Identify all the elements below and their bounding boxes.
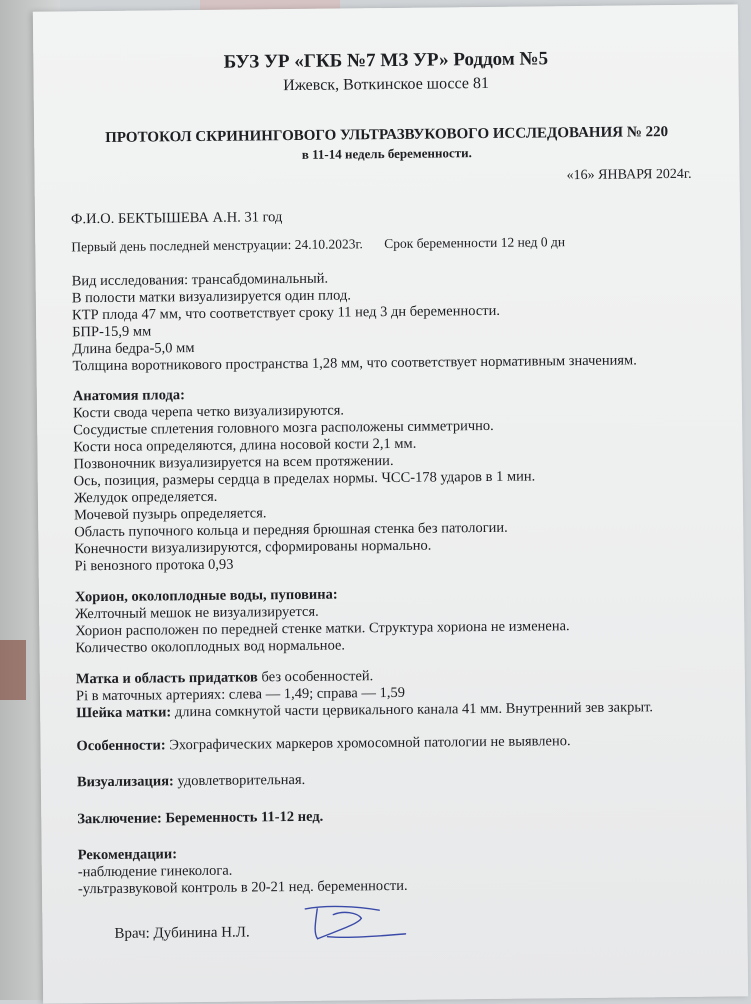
- uterus-heading: Матка и область придатков: [75, 669, 258, 688]
- exam-line: Толщина воротникового пространства 1,28 мм, что соответствует нормативным значениям.: [72, 352, 637, 375]
- anatomy-line: Кости свода черепа четко визуализируются.: [72, 402, 345, 422]
- anatomy-line: Ось, позиция, размеры сердца в пределах нормы. ЧСС-178 ударов в 1 мин.: [73, 468, 536, 490]
- recommendation-item: -наблюдение гинеколога.: [77, 862, 233, 881]
- anatomy-line: Кости носа определяются, длина носовой кости 2,1 мм.: [73, 435, 417, 456]
- exam-line: КТР плода 47 мм, что соответствует сроку 11 нед 3 дн беременности.: [71, 302, 501, 324]
- anatomy-line: Мочевой пузырь определяется.: [74, 505, 267, 524]
- chorion-line: Хорион расположен по передней стенке матки. Структура хориона не изменена.: [75, 618, 570, 640]
- conclusion-heading: Заключение:: [77, 810, 162, 828]
- chorion-heading: Хорион, околоплодные воды, пуповина:: [74, 586, 338, 606]
- recommendations-heading: Рекомендации:: [77, 846, 178, 864]
- uterine-arteries-pi: Pi в маточных артериях: слева — 1,49; справа — 1,59: [75, 684, 406, 705]
- cervix-heading: Шейка матки:: [76, 704, 172, 722]
- anatomy-heading: Анатомия плода:: [72, 387, 185, 405]
- anatomy-line: Сосудистые сплетения головного мозга расположены симметрично.: [73, 417, 494, 439]
- organization-address: Ижевск, Воткинское шоссе 81: [283, 74, 490, 95]
- conclusion-text: Беременность 11-12 нед.: [161, 808, 324, 827]
- gestational-term: Срок беременности 12 нед 0 дн: [384, 234, 566, 252]
- exam-line: Вид исследования: трансабдоминальный.: [71, 270, 329, 290]
- doctor-signature: [287, 900, 407, 945]
- features-line: [76, 733, 570, 755]
- protocol-title: ПРОТОКОЛ СКРИНИНГОВОГО УЛЬТРАЗВУКОВОГО ИССЛЕДОВАНИЯ № 220: [105, 124, 669, 146]
- organization-name: БУЗ УР «ГКБ №7 МЗ УР» Роддом №5: [223, 48, 549, 73]
- cervix-text: длина сомкнутой части цервикального канала 41 мм. Внутренний зев закрыт.: [171, 699, 654, 721]
- features-text: Эхографических маркеров хромосомной патологии не выявлено.: [165, 733, 571, 754]
- visualization-text: удовлетворительная.: [173, 771, 306, 790]
- conclusion-line: [77, 809, 323, 829]
- doctor-label: Врач: Дубинина Н.Л.: [114, 924, 250, 942]
- lmp-date: [71, 234, 565, 255]
- protocol-subtitle: в 11-14 недель беременности.: [301, 145, 472, 162]
- background-object: [0, 640, 26, 700]
- chorion-line: Желточный мешок не визуализируется.: [75, 603, 319, 623]
- anatomy-line: Позвоночник визуализируется на всем протяжении.: [73, 452, 394, 473]
- features-heading: Особенности:: [76, 737, 166, 755]
- exam-line: БПР-15,9 мм: [72, 323, 152, 341]
- recommendation-item: -ультразвуковой контроль в 20-21 нед. беременности.: [77, 877, 408, 898]
- anatomy-line: Pi венозного протока 0,93: [74, 556, 234, 575]
- uterus-text: без особенностей.: [257, 668, 374, 686]
- exam-line: В полости матки визуализируется один плод.: [71, 287, 352, 307]
- document-sheet: [33, 4, 748, 1003]
- lmp-text: Первый день последней менструации: 24.10.2023г.: [71, 236, 363, 255]
- visualization-line: [77, 772, 305, 791]
- exam-line: Длина бедра-5,0 мм: [72, 340, 195, 358]
- protocol-date: «16» ЯНВАРЯ 2024г.: [566, 166, 692, 184]
- patient-name: Ф.И.О. БЕКТЫШЕВА А.Н. 31 год: [70, 209, 283, 228]
- visualization-heading: Визуализация:: [76, 773, 174, 791]
- anatomy-line: Конечности визуализируются, сформированы нормально.: [74, 537, 432, 558]
- chorion-line: Количество околоплодных вод нормальное.: [75, 637, 346, 657]
- anatomy-line: Желудок определяется.: [73, 488, 218, 507]
- anatomy-line: Область пупочного кольца и передняя брюшная стенка без патологии.: [74, 519, 508, 541]
